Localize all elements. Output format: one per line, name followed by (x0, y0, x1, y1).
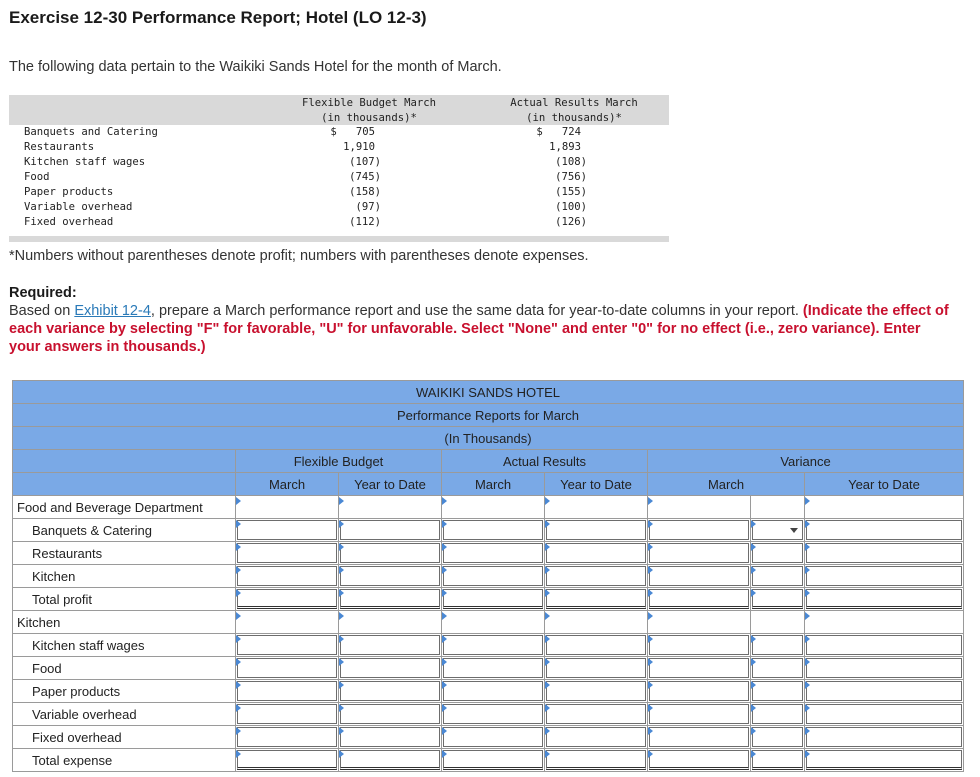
actual-march-input[interactable] (442, 565, 545, 588)
input-box[interactable] (237, 750, 337, 770)
marker-icon (805, 704, 810, 712)
variance-ytd-input[interactable] (805, 565, 964, 588)
header-flex-march: March (236, 473, 339, 496)
empty-cell (339, 496, 442, 519)
input-box[interactable] (806, 727, 962, 747)
input-box[interactable] (649, 727, 749, 747)
row-label: Kitchen (13, 565, 236, 588)
input-box[interactable] (649, 681, 749, 701)
report-row (13, 749, 964, 772)
flex-march-input[interactable] (236, 565, 339, 588)
input-box[interactable] (237, 658, 337, 678)
marker-icon (339, 727, 344, 735)
marker-icon (236, 612, 241, 620)
given-col-flex-header: Flexible Budget March (in thousands)* (302, 97, 436, 124)
marker-icon (648, 497, 653, 505)
variance-march-input[interactable] (648, 634, 751, 657)
marker-icon (545, 681, 550, 689)
marker-icon (545, 727, 550, 735)
input-box[interactable] (806, 658, 962, 678)
variance-march-effect-select[interactable] (751, 634, 805, 657)
report-subtitle: Performance Reports for March (13, 404, 964, 427)
performance-report-table (12, 380, 964, 772)
marker-icon (339, 658, 344, 666)
input-box[interactable] (443, 727, 543, 747)
flex-march-input[interactable] (236, 588, 339, 611)
variance-ytd-input[interactable] (805, 542, 964, 565)
marker-icon (442, 727, 447, 735)
input-box[interactable] (237, 727, 337, 747)
empty-cell (545, 496, 648, 519)
marker-icon (751, 750, 756, 758)
actual-march-input[interactable] (442, 680, 545, 703)
input-box[interactable] (443, 566, 543, 586)
row-label: Kitchen (13, 611, 236, 634)
variance-march-input[interactable] (648, 565, 751, 588)
row-label: Variable overhead (13, 703, 236, 726)
marker-icon (339, 635, 344, 643)
input-box[interactable] (340, 520, 440, 540)
marker-icon (648, 750, 653, 758)
marker-icon (648, 658, 653, 666)
marker-icon (805, 727, 810, 735)
actual-march-input[interactable] (442, 703, 545, 726)
footnote: *Numbers without parentheses denote profit; numbers with parentheses denote expenses. (9, 248, 589, 264)
marker-icon (751, 520, 756, 528)
flex-march-input[interactable] (236, 680, 339, 703)
input-box[interactable] (443, 543, 543, 563)
input-box[interactable] (546, 727, 646, 747)
row-label: Restaurants (13, 542, 236, 565)
row-label: Food and Beverage Department (13, 496, 236, 519)
variance-ytd-input[interactable] (805, 680, 964, 703)
marker-icon (648, 589, 653, 597)
marker-icon (751, 704, 756, 712)
chevron-down-icon[interactable] (790, 528, 798, 533)
variance-ytd-input[interactable] (805, 749, 964, 772)
actual-ytd-input[interactable] (545, 657, 648, 680)
marker-icon (236, 497, 241, 505)
input-box[interactable] (340, 589, 440, 609)
flex-march-input[interactable] (236, 726, 339, 749)
marker-icon (751, 681, 756, 689)
marker-icon (442, 497, 447, 505)
header-actual-march: March (442, 473, 545, 496)
empty-cell (648, 496, 751, 519)
report-row (13, 657, 964, 680)
header-variance-ytd: Year to Date (805, 473, 964, 496)
marker-icon (442, 612, 447, 620)
variance-ytd-input[interactable] (805, 657, 964, 680)
marker-icon (805, 520, 810, 528)
marker-icon (805, 566, 810, 574)
marker-icon (751, 635, 756, 643)
actual-march-input[interactable] (442, 749, 545, 772)
input-box[interactable] (752, 704, 803, 724)
given-footer-bar (9, 236, 669, 242)
variance-march-input[interactable] (648, 588, 751, 611)
input-box[interactable] (649, 589, 749, 609)
input-box[interactable] (649, 658, 749, 678)
row-label: Banquets & Catering (13, 519, 236, 542)
input-box[interactable] (443, 589, 543, 609)
row-label: Total profit (13, 588, 236, 611)
input-box[interactable] (649, 566, 749, 586)
marker-icon (339, 750, 344, 758)
marker-icon (339, 704, 344, 712)
actual-ytd-input[interactable] (545, 726, 648, 749)
marker-icon (545, 543, 550, 551)
variance-march-effect-select[interactable] (751, 703, 805, 726)
input-box[interactable] (752, 750, 803, 770)
input-box[interactable] (443, 704, 543, 724)
variance-march-input[interactable] (648, 703, 751, 726)
input-box[interactable] (237, 681, 337, 701)
marker-icon (442, 750, 447, 758)
variance-ytd-input[interactable] (805, 588, 964, 611)
row-label: Paper products (13, 680, 236, 703)
input-box[interactable] (546, 635, 646, 655)
report-row (13, 726, 964, 749)
marker-icon (545, 704, 550, 712)
empty-cell (751, 611, 805, 634)
marker-icon (339, 681, 344, 689)
variance-march-input[interactable] (648, 657, 751, 680)
header-actual-ytd: Year to Date (545, 473, 648, 496)
marker-icon (805, 543, 810, 551)
page-title: Exercise 12-30 Performance Report; Hotel (LO 12-3) (9, 8, 427, 27)
report-row (13, 496, 964, 519)
marker-icon (442, 658, 447, 666)
flex-ytd-input[interactable] (339, 703, 442, 726)
intro-text: The following data pertain to the Waikiki Sands Hotel for the month of March. (9, 59, 502, 75)
input-box[interactable] (443, 681, 543, 701)
header-flexible-budget: Flexible Budget (236, 450, 442, 473)
row-label: Food (13, 657, 236, 680)
row-label: Kitchen staff wages (13, 634, 236, 657)
marker-icon (339, 497, 344, 505)
actual-march-input[interactable] (442, 657, 545, 680)
marker-icon (805, 635, 810, 643)
input-box[interactable] (752, 635, 803, 655)
input-box[interactable] (340, 566, 440, 586)
variance-march-effect-select[interactable] (751, 726, 805, 749)
empty-cell (236, 496, 339, 519)
input-box[interactable] (237, 635, 337, 655)
flex-march-input[interactable] (236, 519, 339, 542)
marker-icon (236, 681, 241, 689)
input-box[interactable] (806, 543, 962, 563)
marker-icon (545, 658, 550, 666)
flex-ytd-input[interactable] (339, 680, 442, 703)
variance-march-input[interactable] (648, 749, 751, 772)
marker-icon (648, 635, 653, 643)
empty-cell (805, 496, 964, 519)
report-row (13, 680, 964, 703)
variance-march-effect-select[interactable] (751, 542, 805, 565)
marker-icon (236, 658, 241, 666)
actual-march-input[interactable] (442, 519, 545, 542)
input-box[interactable] (340, 658, 440, 678)
input-box[interactable] (237, 520, 337, 540)
marker-icon (339, 589, 344, 597)
marker-icon (648, 704, 653, 712)
input-box[interactable] (752, 543, 803, 563)
input-box[interactable] (649, 543, 749, 563)
input-box[interactable] (806, 635, 962, 655)
input-box[interactable] (649, 520, 749, 540)
input-box[interactable] (340, 681, 440, 701)
input-box[interactable] (752, 566, 803, 586)
actual-ytd-input[interactable] (545, 749, 648, 772)
marker-icon (236, 704, 241, 712)
marker-icon (751, 566, 756, 574)
input-box[interactable] (443, 520, 543, 540)
marker-icon (339, 520, 344, 528)
marker-icon (236, 589, 241, 597)
marker-icon (545, 566, 550, 574)
input-box[interactable] (546, 704, 646, 724)
marker-icon (442, 543, 447, 551)
marker-icon (648, 566, 653, 574)
marker-icon (648, 681, 653, 689)
flex-ytd-input[interactable] (339, 726, 442, 749)
marker-icon (339, 612, 344, 620)
marker-icon (805, 589, 810, 597)
empty-cell (805, 611, 964, 634)
input-box[interactable] (340, 704, 440, 724)
header-flex-ytd: Year to Date (339, 473, 442, 496)
marker-icon (805, 681, 810, 689)
input-box[interactable] (546, 543, 646, 563)
input-box[interactable] (806, 750, 962, 770)
input-box[interactable] (546, 520, 646, 540)
input-box[interactable] (806, 681, 962, 701)
input-box[interactable] (340, 727, 440, 747)
input-box[interactable] (546, 589, 646, 609)
actual-march-input[interactable] (442, 726, 545, 749)
flex-ytd-input[interactable] (339, 519, 442, 542)
input-box[interactable] (340, 635, 440, 655)
input-box[interactable] (806, 566, 962, 586)
marker-icon (751, 543, 756, 551)
input-box[interactable] (649, 635, 749, 655)
marker-icon (545, 589, 550, 597)
variance-march-effect-select[interactable] (751, 680, 805, 703)
flex-ytd-input[interactable] (339, 634, 442, 657)
report-row (13, 611, 964, 634)
header-actual-results: Actual Results (442, 450, 648, 473)
row-label: Fixed overhead (13, 726, 236, 749)
empty-cell (545, 611, 648, 634)
variance-march-effect-select[interactable] (751, 588, 805, 611)
input-box[interactable] (806, 589, 962, 609)
marker-icon (751, 589, 756, 597)
flex-march-input[interactable] (236, 542, 339, 565)
given-col-actual-header: Actual Results March (in thousands)* (510, 97, 638, 124)
input-box[interactable] (546, 658, 646, 678)
actual-march-input[interactable] (442, 542, 545, 565)
marker-icon (545, 520, 550, 528)
marker-icon (236, 750, 241, 758)
marker-icon (545, 497, 550, 505)
marker-icon (236, 520, 241, 528)
flex-march-input[interactable] (236, 634, 339, 657)
variance-ytd-input[interactable] (805, 634, 964, 657)
flex-ytd-input[interactable] (339, 749, 442, 772)
marker-icon (648, 612, 653, 620)
report-row (13, 634, 964, 657)
empty-cell (442, 496, 545, 519)
report-row (13, 588, 964, 611)
actual-ytd-input[interactable] (545, 519, 648, 542)
marker-icon (442, 635, 447, 643)
variance-ytd-input[interactable] (805, 726, 964, 749)
input-box[interactable] (237, 566, 337, 586)
marker-icon (805, 497, 810, 505)
variance-march-effect-select[interactable] (751, 749, 805, 772)
input-box[interactable] (340, 750, 440, 770)
header-variance: Variance (648, 450, 964, 473)
instructions-text: (Indicate the effect of each variance by selecting "F" for favorable, "U" for unfavorable. Select "None" and enter "0" for no effect (i.e., zero variance). Enter your answers in thousands.) (9, 303, 949, 355)
report-row (13, 565, 964, 588)
given-data-panel: Flexible Budget March (in thousands)* Actual Results March (in thousands)* Banquets and Catering $ 705 $ 724 Restaurants 1,910 1,893 Kitchen staff wages (107) (108) Food (745) (756) Paper products (158) (155) Variable overhead (97) (100) Fixed overhead (112) (126) (9, 95, 669, 242)
actual-march-input[interactable] (442, 588, 545, 611)
actual-ytd-input[interactable] (545, 680, 648, 703)
variance-march-effect-select[interactable] (751, 657, 805, 680)
input-box[interactable] (237, 543, 337, 563)
report-units: (In Thousands) (13, 427, 964, 450)
marker-icon (236, 727, 241, 735)
empty-cell (339, 611, 442, 634)
marker-icon (751, 727, 756, 735)
flex-ytd-input[interactable] (339, 588, 442, 611)
marker-icon (236, 543, 241, 551)
report-title: WAIKIKI SANDS HOTEL (13, 381, 964, 404)
exhibit-link[interactable]: Exhibit 12-4 (74, 303, 151, 319)
variance-ytd-input[interactable] (805, 519, 964, 542)
input-box[interactable] (752, 589, 803, 609)
flex-ytd-input[interactable] (339, 657, 442, 680)
input-box[interactable] (546, 566, 646, 586)
input-box[interactable] (443, 635, 543, 655)
marker-icon (442, 566, 447, 574)
marker-icon (339, 566, 344, 574)
marker-icon (648, 520, 653, 528)
input-box[interactable] (546, 750, 646, 770)
marker-icon (805, 612, 810, 620)
empty-cell (648, 611, 751, 634)
variance-march-input[interactable] (648, 680, 751, 703)
input-box[interactable] (237, 704, 337, 724)
flex-ytd-input[interactable] (339, 565, 442, 588)
variance-march-input[interactable] (648, 726, 751, 749)
marker-icon (545, 612, 550, 620)
actual-ytd-input[interactable] (545, 542, 648, 565)
marker-icon (236, 635, 241, 643)
marker-icon (648, 543, 653, 551)
actual-ytd-input[interactable] (545, 588, 648, 611)
marker-icon (805, 750, 810, 758)
variance-march-effect-select[interactable] (751, 519, 805, 542)
flex-march-input[interactable] (236, 657, 339, 680)
actual-ytd-input[interactable] (545, 634, 648, 657)
actual-ytd-input[interactable] (545, 703, 648, 726)
flex-march-input[interactable] (236, 749, 339, 772)
input-box[interactable] (443, 750, 543, 770)
input-box[interactable] (340, 543, 440, 563)
marker-icon (545, 750, 550, 758)
marker-icon (442, 589, 447, 597)
report-row (13, 703, 964, 726)
marker-icon (442, 681, 447, 689)
empty-cell (236, 611, 339, 634)
actual-march-input[interactable] (442, 634, 545, 657)
input-box[interactable] (546, 681, 646, 701)
header-variance-march: March (648, 473, 805, 496)
marker-icon (442, 704, 447, 712)
input-box[interactable] (752, 658, 803, 678)
input-box[interactable] (806, 520, 962, 540)
input-box[interactable] (649, 704, 749, 724)
row-label: Total expense (13, 749, 236, 772)
marker-icon (545, 635, 550, 643)
input-box[interactable] (237, 589, 337, 609)
variance-ytd-input[interactable] (805, 703, 964, 726)
required-heading: Required: (9, 285, 77, 301)
marker-icon (339, 543, 344, 551)
marker-icon (442, 520, 447, 528)
input-box[interactable] (443, 658, 543, 678)
flex-march-input[interactable] (236, 703, 339, 726)
input-box[interactable] (752, 727, 803, 747)
input-box[interactable] (649, 750, 749, 770)
empty-cell (442, 611, 545, 634)
empty-cell (751, 496, 805, 519)
report-row (13, 542, 964, 565)
marker-icon (751, 658, 756, 666)
actual-ytd-input[interactable] (545, 565, 648, 588)
input-box[interactable] (752, 681, 803, 701)
marker-icon (648, 727, 653, 735)
required-text: Based on Exhibit 12-4, prepare a March performance report and use the same data for year-to-date columns in your report. (Indicate the effect of each variance by selecting "F" for favorable, "U" for unfavorable. Select "None" and enter "0" for no effect (i.e., zero variance). Enter your answers in thousands.) (9, 303, 949, 355)
variance-march-input[interactable] (648, 519, 751, 542)
marker-icon (805, 658, 810, 666)
input-box[interactable] (806, 704, 962, 724)
report-row (13, 519, 964, 542)
variance-march-effect-select[interactable] (751, 565, 805, 588)
marker-icon (236, 566, 241, 574)
variance-march-input[interactable] (648, 542, 751, 565)
flex-ytd-input[interactable] (339, 542, 442, 565)
